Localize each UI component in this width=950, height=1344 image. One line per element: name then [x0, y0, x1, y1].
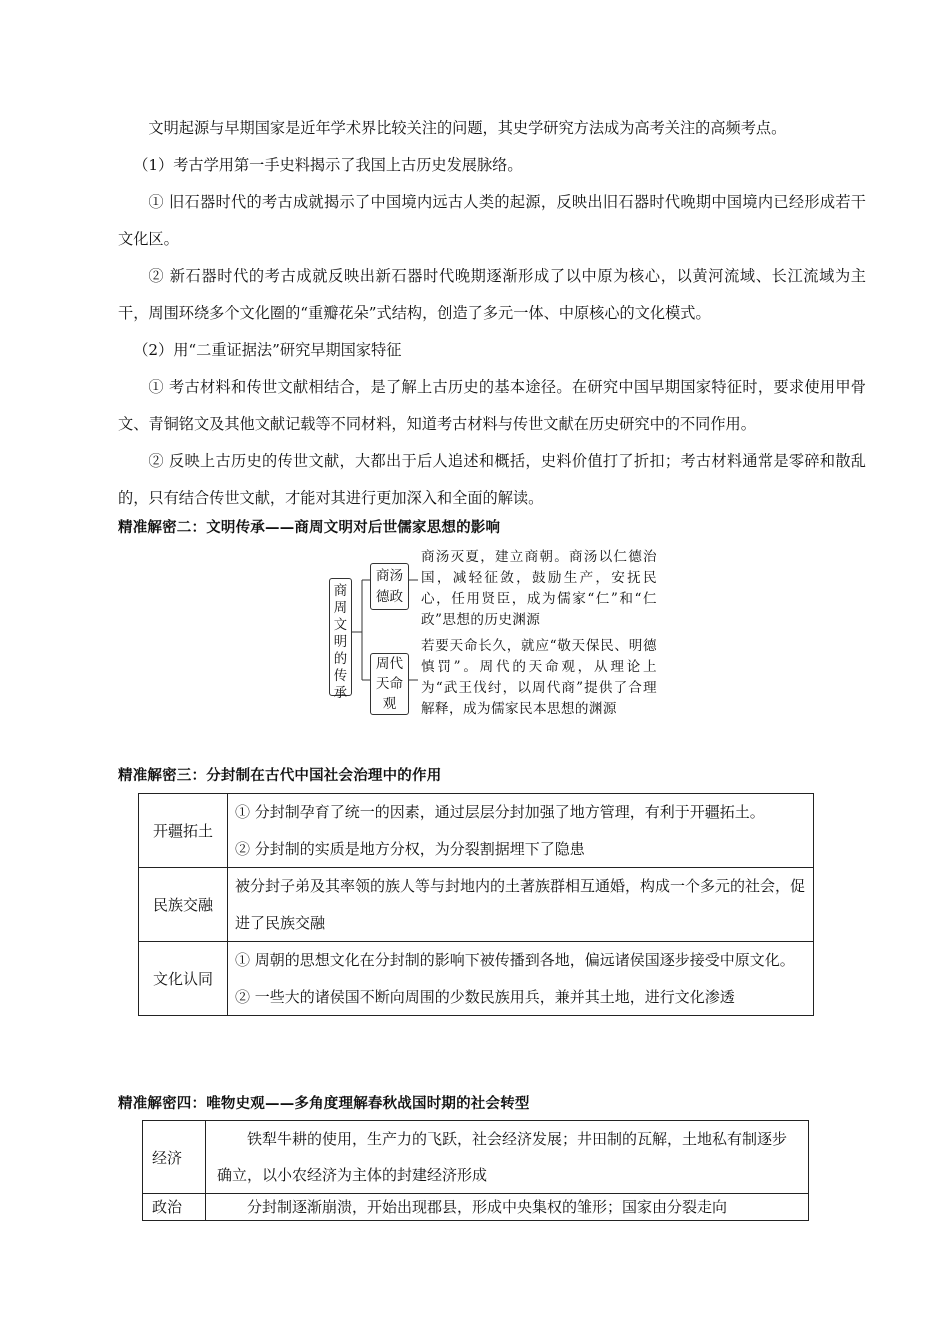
row-value — [206, 1121, 809, 1194]
table-row — [139, 868, 814, 942]
row-line: 被分封子弟及其率领的族人等与封地内的土著族群相互通婚，构成一个多元的社会，促进了民族交融 — [235, 877, 806, 932]
transition-table — [142, 1120, 809, 1221]
intro-paragraph-3: ① 旧石器时代的考古成就揭示了中国境内远古人类的起源，反映出旧石器时代晚期中国境内已经形成若干文化区。 — [118, 193, 866, 248]
intro-paragraph-6: ① 考古材料和传世文献相结合，是了解上古历史的基本途径。在研究中国早期国家特征时，要求使用甲骨文、青铜铭文及其他文献记载等不同材料，知道考古材料与传世文献在历史研究中的不同作用。 — [118, 378, 866, 433]
row-key: 文化认同 — [139, 942, 228, 1016]
table-row — [143, 1194, 809, 1221]
row-line: ② 分封制的实质是地方分权，为分裂割据埋下了隐患 — [235, 839, 585, 858]
diagram-branch-label-zhou: 周代 天命 观 — [375, 656, 404, 712]
table-row — [139, 794, 814, 868]
intro-subheading-2: （2）用“二重证据法”研究早期国家特征 — [133, 341, 402, 359]
row-line: ① 周朝的思想文化在分封制的影响下被传播到各地，偏远诸侯国逐步接受中原文化。 — [235, 951, 795, 969]
intro-subheading-1: （1）考古学用第一手史料揭示了我国上古历史发展脉络。 — [133, 156, 523, 174]
row-key: 经济 — [143, 1121, 206, 1194]
diagram-branch-label-shang: 商汤 德政 — [375, 568, 404, 605]
section3-heading: 精准解密三：分封制在古代中国社会治理中的作用 — [118, 768, 442, 784]
diagram-branch-text-zhou: 若要天命长久，就应“敬天保民、明德慎罚”。周代的天命观，从理论上为“武王伐纣，以周代商”提供了合理解释，成为儒家民本思想的渊源 — [421, 638, 657, 717]
intro-paragraph-4: ② 新石器时代的考古成就反映出新石器时代晚期逐渐形成了以中原为核心，以黄河流域、长江流域为主干，周围环绕多个文化圈的“重瓣花朵”式结构，创造了多元一体、中原核心的文化模式。 — [118, 267, 866, 322]
row-line: ② 一些大的诸侯国不断向周围的少数民族用兵，兼并其土地，进行文化渗透 — [235, 987, 735, 1006]
row-line: ① 分封制孕育了统一的因素，通过层层分封加强了地方管理，有利于开疆拓土。 — [235, 803, 765, 821]
section4-heading: 精准解密四：唯物史观——多角度理解春秋战国时期的社会转型 — [118, 1096, 530, 1112]
diagram-root-label: 商 周 文 明 的 传 承 — [333, 584, 348, 701]
row-line: 分封制逐渐崩溃，开始出现郡县，形成中央集权的雏形；国家由分裂走向 — [247, 1198, 728, 1216]
row-key: 民族交融 — [139, 868, 228, 942]
intro-paragraph-1: 文明起源与早期国家是近年学术界比较关注的问题，其史学研究方法成为高考关注的高频考点。 — [148, 119, 787, 137]
fengjian-table — [138, 793, 814, 1016]
table-row — [143, 1121, 809, 1194]
diagram-branch-text-shang: 商汤灭夏，建立商朝。商汤以仁德治国，减轻征敛，鼓励生产，安抚民心，任用贤臣，成为儒家“仁”和“仁政”思想的历史渊源 — [421, 549, 657, 628]
row-line: 铁犁牛耕的使用，生产力的飞跃，社会经济发展；井田制的瓦解，土地私有制逐步确立，以小农经济为主体的封建经济形成 — [217, 1130, 788, 1184]
diagram-root-box — [329, 578, 352, 701]
section2-heading: 精准解密二：文明传承——商周文明对后世儒家思想的影响 — [118, 520, 501, 536]
diagram-branch-box-zhou — [370, 653, 409, 715]
row-key: 政治 — [143, 1194, 206, 1221]
row-value — [228, 868, 814, 942]
table-row — [139, 942, 814, 1016]
row-value — [228, 794, 814, 868]
row-value — [206, 1194, 809, 1221]
intro-paragraph-7: ② 反映上古历史的传世文献，大都出于后人追述和概括，史料价值打了折扣；考古材料通常是零碎和散乱的，只有结合传世文献，才能对其进行更加深入和全面的解读。 — [118, 452, 866, 507]
row-value — [228, 942, 814, 1016]
diagram-branch-box-shang — [370, 563, 409, 610]
row-key: 开疆拓土 — [139, 794, 228, 868]
